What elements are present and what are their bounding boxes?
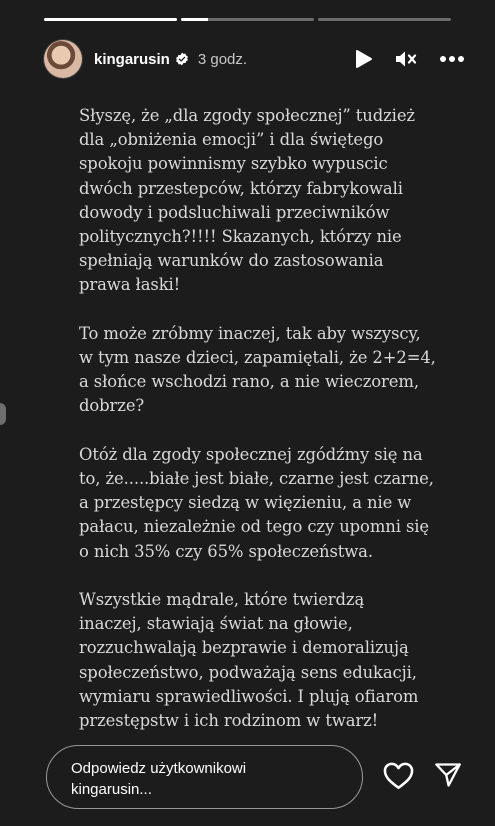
text-line: spokoju powinnismy szybko wypuscic	[79, 154, 388, 174]
text-line: Słyszę, że „dla zgody społecznej” tudzież	[79, 106, 415, 125]
story-text	[79, 104, 479, 757]
more-dots-icon	[439, 55, 465, 63]
paragraph	[79, 443, 479, 564]
reply-placeholder: Odpowiedz użytkownikowi kingarusin...	[71, 760, 247, 798]
verified-badge-icon	[175, 52, 189, 66]
text-line: a słońce wschodzi rano, a nie wieczorem,	[79, 372, 419, 392]
paragraph	[79, 588, 479, 733]
play-icon	[355, 49, 373, 69]
play-button[interactable]	[355, 49, 373, 69]
text-line: społeczeństwo, podważają sens edukacji,	[79, 662, 417, 682]
text-line: w tym nasze dzieci, zapamiętali, że 2+2=4,	[79, 348, 436, 368]
progress-segment	[181, 18, 314, 21]
text-line: prawa łaski!	[79, 275, 181, 295]
like-button[interactable]	[383, 761, 414, 790]
more-options-button[interactable]	[439, 55, 465, 63]
progress-fill	[181, 18, 208, 21]
text-line: politycznych?!!!! Skazanych, którzy nie	[79, 227, 402, 247]
text-line: rozzuchwalają bezprawie i demoralizują	[79, 638, 409, 658]
send-button[interactable]	[434, 761, 462, 789]
text-line: a przestępcy siedzą w więzieniu, a nie w	[79, 493, 412, 513]
text-line: pałacu, niezależnie od tego czy upomni się	[79, 517, 430, 537]
story-header	[44, 38, 465, 80]
progress-segment	[44, 18, 177, 21]
text-line: inaczej, stawiają świat na głowie,	[79, 614, 353, 634]
text-line: dla „obniżenia emocji” i dla świętego	[79, 130, 384, 150]
text-line: Otóż dla zgody społecznej zgódźmy się na	[79, 444, 423, 464]
text-line: dwóch przestepców, którzy fabrykowali	[79, 178, 403, 198]
post-time: 3 godz.	[197, 50, 248, 68]
text-line: to, że.....białe jest białe, czarne jest czarne,	[79, 469, 434, 489]
story-controls	[355, 49, 465, 69]
text-line: wymiaru sprawiedliwości. I plują ofiarom	[79, 686, 419, 706]
text-line: przestępstw i ich rodzinom w twarz!	[79, 711, 379, 731]
text-line: To może zróbmy inaczej, tak aby wszyscy,	[79, 323, 421, 343]
heart-icon	[383, 761, 414, 790]
paragraph	[79, 104, 479, 298]
mute-button[interactable]	[395, 49, 417, 69]
send-icon	[434, 761, 462, 789]
avatar[interactable]	[44, 40, 82, 78]
story-progress-bar	[44, 18, 451, 21]
muted-speaker-icon	[395, 49, 417, 69]
progress-segment	[318, 18, 451, 21]
text-line: dobrze?	[79, 396, 145, 416]
previous-story-handle[interactable]	[0, 403, 6, 425]
username[interactable]: kingarusin	[94, 50, 170, 68]
text-line: spełniają warunków do zastosowania	[79, 251, 384, 271]
text-line: o nich 35% czy 65% społeczeństwa.	[79, 541, 373, 561]
progress-fill	[44, 18, 177, 21]
paragraph	[79, 322, 479, 419]
text-line: Wszystkie mądrale, które twierdzą	[79, 590, 365, 610]
text-line: dowody i podsluchiwali przeciwników	[79, 202, 390, 222]
reply-input[interactable]	[46, 745, 363, 809]
